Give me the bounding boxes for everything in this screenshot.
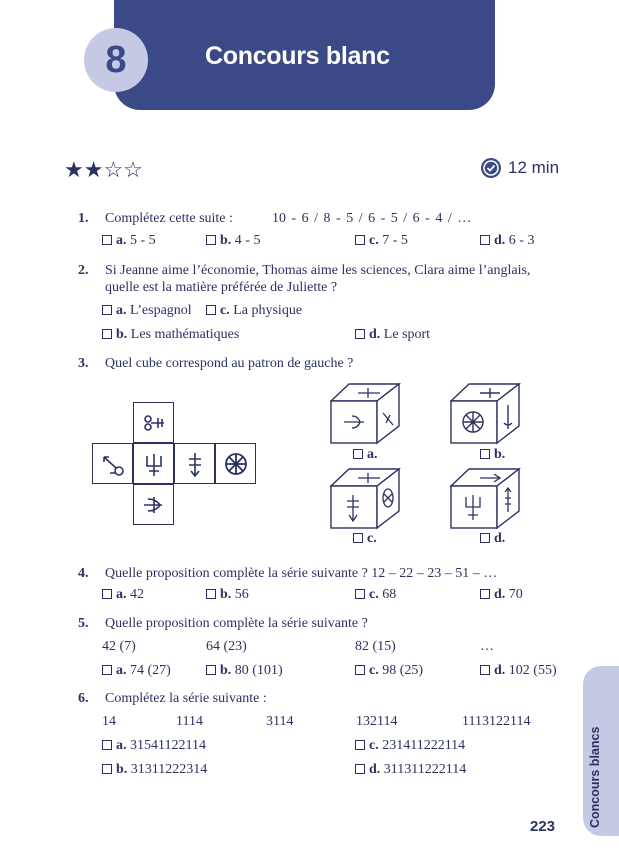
checkbox-icon[interactable] (480, 235, 490, 245)
checkbox-icon[interactable] (206, 235, 216, 245)
q1-option-b[interactable] (206, 233, 260, 249)
option-letter: d. (369, 327, 381, 342)
option-letter: b. (116, 327, 128, 342)
q6-series-item: 3114 (266, 714, 294, 729)
checkbox-icon[interactable] (102, 589, 112, 599)
page-number: 223 (530, 818, 556, 835)
q5-series-item: 82 (15) (355, 639, 396, 654)
net-face-right (174, 443, 215, 484)
option-text: 74 (27) (130, 663, 171, 678)
q4-option-b[interactable] (206, 587, 249, 603)
cube-a-label[interactable] (353, 447, 378, 463)
fork-symbol-icon (134, 485, 175, 526)
q6-option-b[interactable] (102, 762, 207, 778)
q2-text-line1: Si Jeanne aime l’économie, Thomas aime les sciences, Clara aime l’anglais, (105, 263, 531, 278)
q5-option-a[interactable] (102, 663, 171, 679)
trident-symbol-icon (134, 444, 175, 485)
checkbox-icon[interactable] (480, 589, 490, 599)
net-face-bottom (133, 484, 174, 525)
net-face-left (92, 443, 133, 484)
arrow-circle-symbol-icon (93, 444, 134, 485)
chapter-number-badge (84, 28, 148, 92)
timer-label: 12 min (508, 158, 560, 177)
option-letter: d. (494, 531, 506, 546)
net-face-top (133, 402, 174, 443)
option-letter: c. (369, 587, 379, 602)
checkbox-icon[interactable] (206, 665, 216, 675)
q3-text: Quel cube correspond au patron de gauche ? (105, 356, 354, 371)
q2-text-line2: quelle est la matière préférée de Juliette ? (105, 280, 338, 295)
option-letter: c. (220, 303, 230, 318)
q4-option-c[interactable] (355, 587, 396, 603)
option-text: 4 - 5 (234, 233, 261, 248)
option-letter: b. (494, 447, 506, 462)
q6-option-a[interactable] (102, 738, 206, 754)
option-letter: c. (369, 233, 379, 248)
q5-text: Quelle proposition complète la série suivante ? (105, 616, 368, 631)
option-text: 102 (55) (508, 663, 557, 678)
checkbox-icon[interactable] (102, 329, 112, 339)
q1-sequence: 10 - 6 / 8 - 5 / 6 - 5 / 6 - 4 / … (272, 211, 472, 226)
option-letter: b. (220, 233, 232, 248)
option-text: 98 (25) (382, 663, 424, 678)
q5-series-item: 42 (7) (102, 639, 136, 654)
option-text: 56 (234, 587, 249, 602)
option-letter: b. (220, 663, 232, 678)
option-text: 5 - 5 (130, 233, 156, 248)
page-title: Concours blanc (205, 42, 390, 70)
fork-symbol-icon (134, 403, 175, 444)
checkbox-icon[interactable] (102, 740, 112, 750)
option-letter: b. (116, 762, 128, 777)
checkbox-icon[interactable] (480, 665, 490, 675)
cube-c-label[interactable] (353, 531, 377, 547)
difficulty-stars: ★★☆☆ (64, 157, 143, 182)
checkbox-icon[interactable] (102, 305, 112, 315)
net-face-far-right (215, 443, 256, 484)
option-letter: a. (367, 447, 378, 462)
q3-number: 3. (78, 356, 89, 371)
checkbox-icon[interactable] (353, 449, 363, 459)
option-text: 31311222314 (130, 762, 208, 777)
checkbox-icon[interactable] (480, 533, 490, 543)
option-text: Le sport (383, 327, 431, 342)
q2-option-c[interactable] (206, 303, 302, 319)
checkbox-icon[interactable] (206, 589, 216, 599)
option-letter: c. (369, 738, 379, 753)
q6-series-item: 14 (102, 714, 116, 729)
checkbox-icon[interactable] (355, 665, 365, 675)
checkbox-icon[interactable] (353, 533, 363, 543)
checkbox-icon[interactable] (355, 235, 365, 245)
cube-a[interactable] (330, 383, 402, 445)
q5-option-d[interactable] (480, 663, 557, 679)
cube-b[interactable] (450, 383, 522, 445)
option-letter: d. (494, 233, 506, 248)
timer (480, 157, 559, 179)
checkbox-icon[interactable] (355, 740, 365, 750)
option-text: 311311222114 (383, 762, 467, 777)
cube-c[interactable] (330, 468, 402, 530)
option-text: 231411222114 (382, 738, 466, 753)
q5-series-item: … (480, 639, 494, 654)
q2-option-d[interactable] (355, 327, 430, 343)
option-text: La physique (233, 303, 303, 318)
q1-number: 1. (78, 211, 89, 226)
q1-option-c[interactable] (355, 233, 408, 249)
q5-option-c[interactable] (355, 663, 423, 679)
option-text: 42 (130, 587, 144, 602)
q4-option-a[interactable] (102, 587, 144, 603)
option-letter: a. (116, 233, 127, 248)
q6-option-d[interactable] (355, 762, 466, 778)
q1-option-d[interactable] (480, 233, 534, 249)
option-letter: c. (369, 663, 379, 678)
option-letter: a. (116, 663, 127, 678)
option-text: 7 - 5 (382, 233, 408, 248)
option-text: 70 (508, 587, 523, 602)
wheel-symbol-icon (216, 444, 257, 485)
option-letter: d. (494, 587, 506, 602)
option-letter: a. (116, 303, 127, 318)
checkbox-icon[interactable] (102, 764, 112, 774)
q6-series-item: 132114 (356, 714, 398, 729)
chapter-number: 8 (105, 38, 127, 81)
option-letter: a. (116, 738, 127, 753)
side-tab-label: Concours blancs (588, 726, 602, 828)
option-letter: d. (369, 762, 381, 777)
q2-number: 2. (78, 263, 89, 278)
q6-number: 6. (78, 691, 89, 706)
checkbox-icon[interactable] (480, 449, 490, 459)
cube-d[interactable] (450, 468, 522, 530)
option-letter: c. (367, 531, 377, 546)
option-text: 80 (101) (234, 663, 283, 678)
q4-text: Quelle proposition complète la série suivante ? 12 – 22 – 23 – 51 – … (105, 566, 498, 581)
q4-option-d[interactable] (480, 587, 523, 603)
q5-series-item: 64 (23) (206, 639, 247, 654)
cross-symbol-icon (175, 444, 216, 485)
cube-d-label[interactable] (480, 531, 505, 547)
option-text: Les mathématiques (130, 327, 240, 342)
q6-option-c[interactable] (355, 738, 465, 754)
clock-icon (480, 157, 502, 179)
option-text: 6 - 3 (508, 233, 535, 248)
checkbox-icon[interactable] (206, 305, 216, 315)
checkbox-icon[interactable] (102, 235, 112, 245)
q2-option-b[interactable] (102, 327, 239, 343)
option-letter: a. (116, 587, 127, 602)
checkbox-icon[interactable] (355, 589, 365, 599)
option-text: 68 (382, 587, 397, 602)
q4-number: 4. (78, 566, 89, 581)
option-text: L’espagnol (130, 303, 192, 318)
option-letter: d. (494, 663, 506, 678)
q6-text: Complétez la série suivante : (105, 691, 267, 706)
q6-series-item: 1114 (176, 714, 203, 729)
cube-b-label[interactable] (480, 447, 505, 463)
option-letter: b. (220, 587, 232, 602)
q6-series-item: 1113122114 (462, 714, 531, 729)
q5-option-b[interactable] (206, 663, 283, 679)
net-face-center (133, 443, 174, 484)
q1-option-a[interactable] (102, 233, 156, 249)
q5-number: 5. (78, 616, 89, 631)
checkbox-icon[interactable] (102, 665, 112, 675)
option-text: 31541122114 (130, 738, 206, 753)
checkbox-icon[interactable] (355, 329, 365, 339)
q2-option-a[interactable] (102, 303, 192, 319)
q1-text: Complétez cette suite : (105, 211, 233, 226)
checkbox-icon[interactable] (355, 764, 365, 774)
